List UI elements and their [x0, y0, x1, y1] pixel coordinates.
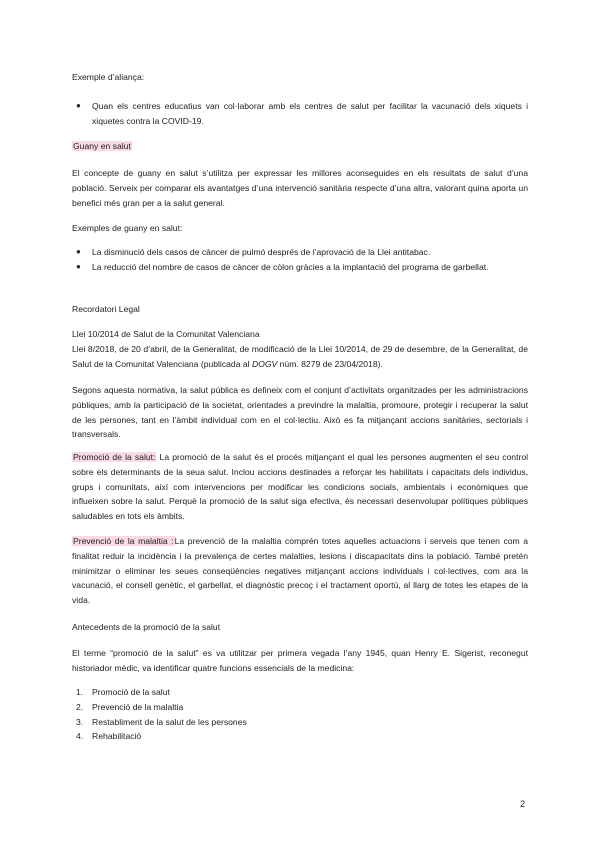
list-item: 3. Restabliment de la salut de les persones: [76, 716, 247, 727]
list-item: ● La disminució dels casos de càncer de pulmó després de l’aprovació de la Llei antitabac.: [72, 245, 528, 260]
gain-examples-list: [72, 245, 528, 275]
promotion-paragraph: Promoció de la salut: La promoció de la salut és el procés mitjançant el qual les persones augmenten el seu control sobre els determinants de la seua salut. Inclou accions destinades a reforçar les habilitats i capacitats dels individus, grups i comunitats, així com intervencions per modificar les condicions socials, ambientals i econòmiques que influeixen sobre la salut. Perquè la promoció de la salut siga efectiva, és necessari desenvolupar polítiques públiques saludables en tots els àmbits.: [72, 452, 529, 522]
list-item: 1. Promoció de la salut: [76, 687, 170, 697]
prevention-label: Prevenció de la malaltia :: [73, 536, 174, 546]
bullet-icon: ●: [76, 261, 81, 271]
legal-paragraph: Segons aquesta normativa, la salut pública es defineix com el conjunt d’activitats organitzades per les administracions públiques, amb la participació de la societat, orientades a previndre la malaltia, promoure, protegir i recuperar la salut de les persones, tant en l’àmbit individual com en el col·lectiu. Això es fa mitjançant accions sanitàries, sectorials i transversals.: [72, 385, 528, 440]
page-number: 2: [520, 799, 526, 809]
promotion-label: Promoció de la salut:: [73, 452, 156, 462]
law-text: Llei 8/2018, de 20 d’abril, de la Generalitat, de modificació de la Llei 10/2014, de 29 de desembre, de la Generalitat, de Salut de la Comunitat Valenciana (publicada al DOGV núm. 8279 de 23/04/2018).: [72, 344, 528, 369]
alliance-heading: Exemple d’aliança:: [72, 72, 145, 82]
list-item: ● La reducció del nombre de casos de càncer de còlon gràcies a la implantació del programa de garbellat.: [72, 260, 528, 275]
health-gain-paragraph: El concepte de guany en salut s’utilitza per expressar les millores aconseguides en els resultats de salut d’una població. Serveix per comparar els avantatges d’una intervenció sanitària respecte d’una altra, valorant quina aporta un benefici més gran per a la salut general.: [72, 168, 528, 208]
law-title: Llei 10/2014 de Salut de la Comunitat Valenciana: [72, 329, 260, 339]
list-item: 2. Prevenció de la malaltia: [76, 701, 184, 712]
gain-examples-heading: Exemples de guany en salut:: [72, 223, 183, 233]
list-item: ● Quan els centres educatius van col·laborar amb els centres de salut per facilitar la vacunació dels xiquets i xiquetes contra la COVID-19.: [76, 101, 528, 126]
alliance-list: [72, 99, 528, 129]
list-item: 4. Rehabilitació: [76, 731, 142, 742]
history-paragraph: El terme “promoció de la salut” es va utilitzar per primera vegada l’any 1945, quan Henry E. Sigerist, reconegut historiador mèdic, va identificar quatre funcions essencials de la medicina:: [72, 648, 528, 673]
history-heading: Antecedents de la promoció de la salut: [72, 622, 221, 632]
prevention-paragraph: Prevenció de la malaltia :La prevenció de la malaltia comprén totes aquelles actuacions i serveis que tenen com a finalitat reduir la incidència i la prevalença de certes malalties, lesions i discapacitats dins la població. També pretén minimitzar o eliminar les seues conseqüències negatives mitjançant accions individuals i col·lectives, com ara la vacunació, el consell genètic, el garbellat, el diagnòstic precoç i el tractament oportú, al llarg de totes les etapes de la vida.: [72, 536, 528, 606]
functions-list: [72, 685, 528, 744]
bullet-icon: ●: [76, 247, 81, 256]
bullet-icon: ●: [76, 101, 81, 110]
health-gain-heading: Guany en salut: [73, 141, 131, 151]
legal-heading: Recordatori Legal: [72, 304, 140, 314]
